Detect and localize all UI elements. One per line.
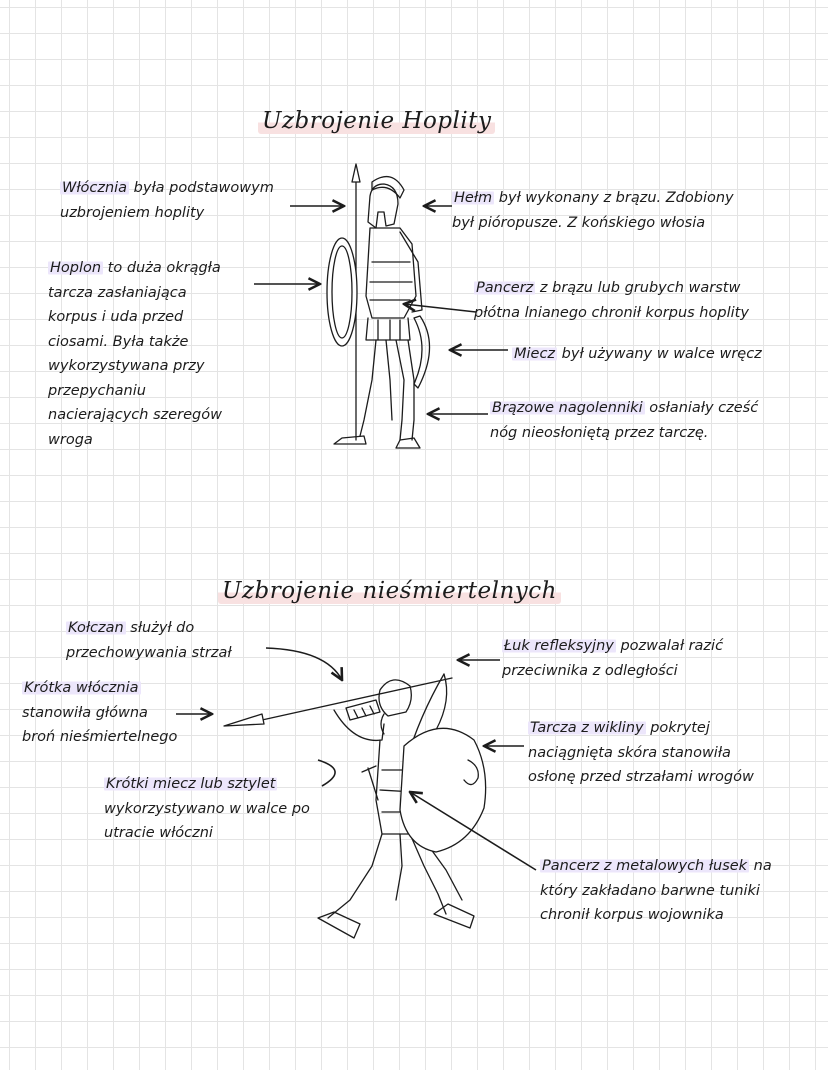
note-greaves-highlight: Brązowe nagolenniki	[492, 400, 643, 416]
note-sword-highlight: Miecz	[514, 346, 556, 362]
note-quiver-text: służył do przechowywania strzał	[66, 620, 232, 661]
hoplite-title-text: Uzbrojenie Hoplity	[258, 108, 495, 134]
note-helmet-text: był wykonany z brązu. Zdobiony był pióropusze. Z końskiego włosia	[452, 190, 734, 231]
note-sword-text: był używany w walce wręcz	[557, 346, 762, 362]
note-wicker-shield-highlight: Tarcza z wikliny	[530, 720, 644, 736]
immortal-figure	[224, 674, 486, 938]
immortals-title-text: Uzbrojenie nieśmiertelnych	[218, 578, 561, 604]
note-quiver-highlight: Kołczan	[68, 620, 124, 636]
hoplite-sword	[414, 316, 430, 388]
hoplite-arrows	[254, 206, 508, 414]
immortal-dagger	[362, 766, 378, 800]
note-armor-highlight: Pancerz	[476, 280, 534, 296]
note-scale-armor-text: na który zakładano barwne tuniki chronił korpus wojownika	[540, 858, 772, 923]
note-hoplon-text: to duża okrągła tarcza zasłaniająca korpus i uda przed ciosami. Była także wykorzystywana przy przepychaniu nacierających szeregów wroga	[48, 260, 222, 448]
note-bow-highlight: Łuk refleksyjny	[504, 638, 614, 654]
note-shortspear-text: stanowiła główna broń nieśmiertelnego	[22, 704, 178, 745]
note-wicker-shield-text: pokrytej naciągnięta skóra stanowiła osłonę przed strzałami wrogów	[528, 720, 754, 785]
hoplite-helmet	[368, 177, 404, 228]
immortal-spear	[224, 678, 452, 726]
note-dagger-text: wykorzystywano w walce po utracie włóczni	[104, 800, 310, 841]
immortal-quiver	[346, 700, 380, 720]
note-scale-armor-highlight: Pancerz z metalowych łusek	[542, 858, 748, 874]
immortal-shield	[400, 728, 486, 852]
hoplite-shield	[327, 238, 357, 346]
note-greaves-text: osłaniały cześć nóg nieosłoniętą przez tarczę.	[490, 400, 759, 441]
note-shortspear-highlight: Krótka włócznia	[24, 680, 139, 696]
note-hoplon-highlight: Hoplon	[50, 260, 102, 276]
note-dagger-highlight: Krótki miecz lub sztylet	[106, 776, 276, 792]
arrow-dagger	[318, 760, 335, 786]
note-armor-text: z brązu lub grubych warstw płótna lnianego chronił korpus hoplity	[474, 280, 749, 321]
note-spear-highlight: Włócznia	[62, 180, 128, 196]
arrow-quiver	[266, 648, 342, 680]
note-spear-text: była podstawowym uzbrojeniem hoplity	[60, 180, 274, 221]
note-helmet-highlight: Hełm	[454, 190, 493, 206]
note-bow-text: pozwalał razić przeciwnika z odległości	[502, 638, 724, 679]
